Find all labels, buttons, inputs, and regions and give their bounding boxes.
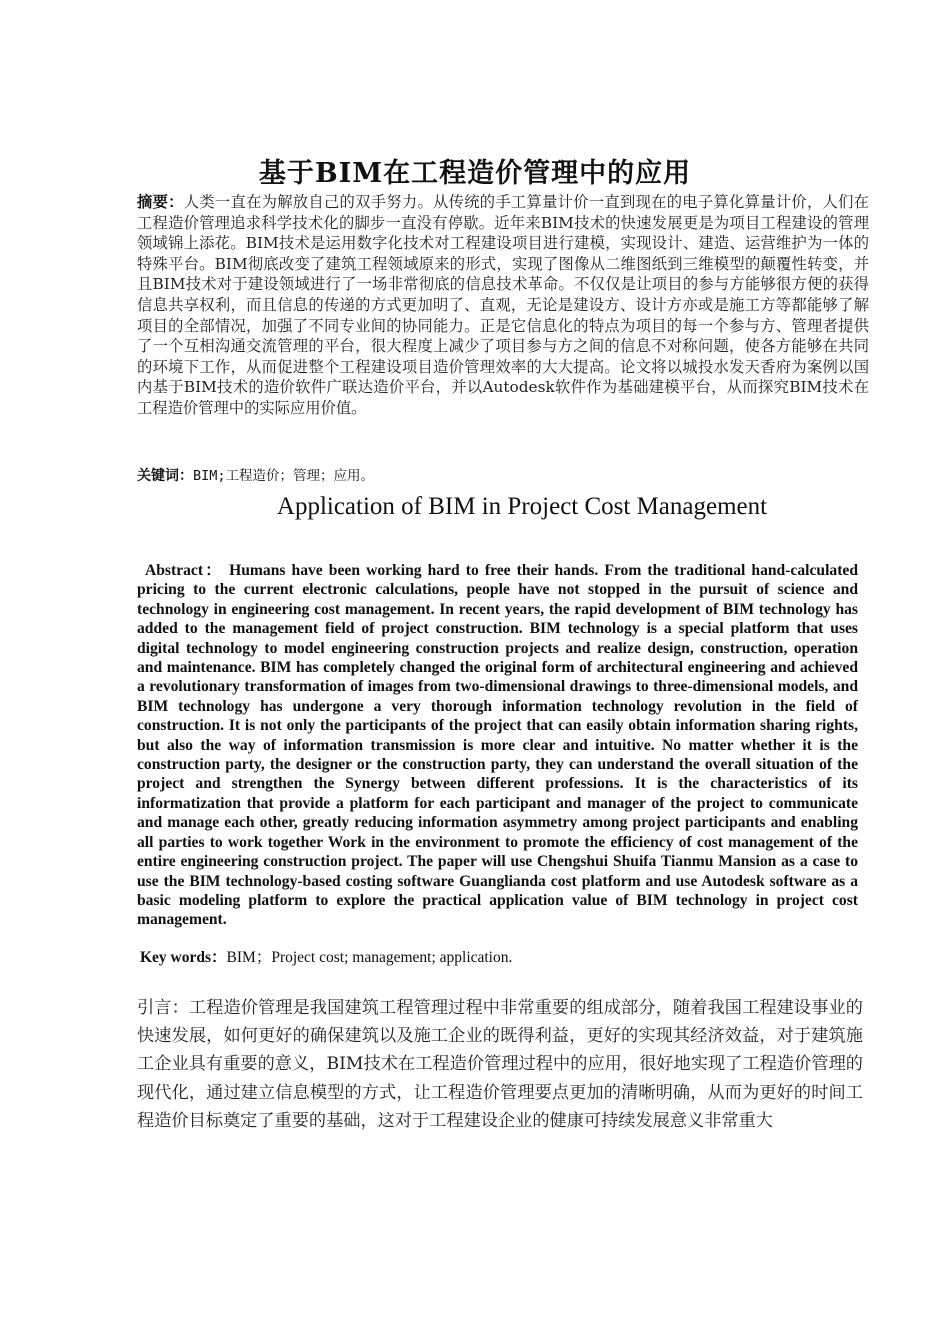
english-keywords-value: BIM；Project cost; management; application. [226, 949, 513, 966]
english-abstract-label: Abstract： [145, 562, 224, 579]
english-keywords-label: Key words： [140, 949, 227, 966]
introduction-paragraph: 引言：工程造价管理是我国建筑工程管理过程中非常重要的组成部分，随着我国工程建设事业的快速发展，如何更好的确保建筑以及施工企业的既得利益，更好的实现其经济效益，对于建筑施工企业具有重要的意义，BIM技术在工程造价管理过程中的应用，很好地实现了工程造价管理的现代化，通过建立信息模型的方式，让工程造价管理要点更加的清晰明确，从而为更好的时间工程造价目标奠定了重要的基础，这对于工程建设企业的健康可持续发展意义非常重大 [137, 998, 863, 1131]
chinese-keywords-value: BIM;工程造价；管理；应用。 [193, 468, 375, 484]
chinese-abstract-label: 摘要： [137, 193, 184, 211]
chinese-abstract [137, 192, 869, 419]
english-abstract [137, 561, 858, 930]
english-abstract-text: Humans have been working hard to free their hands. From the traditional hand-calculated pricing to the current electronic calculations, people have not stopped in the pursuit of science and technology in engineering cost management. In recent years, the rapid development of BIM technology has added to the management field of project construction. BIM technology is a special platform that uses digital technology to model engineering construction projects and realize design, construction, operation and maintenance. BIM has completely changed the original form of architectural engineering and achieved a revolutionary transformation of images from two-dimensional drawings to three-dimensional models, and BIM technology has undergone a very thorough information technology revolution in the field of construction. It is not only the participants of the project that can easily obtain information sharing rights, but also the way of information transmission is more clear and intuitive. No matter whether it is the construction party, the designer or the construction party, they can understand the overall situation of the project and strengthen the Synergy between different professions. It is the characteristics of its informatization that provide a platform for each participant and manager of the project to communicate and manage each other, greatly reducing information asymmetry among project participants and enabling all parties to work together Work in the environment to promote the efficiency of cost management of the entire engineering construction project. The paper will use Chengshui Shuifa Tianmu Mansion as a case to use the BIM technology-based costing software Guanglianda cost platform and use Autodesk software as a basic modeling platform to explore the practical application value of BIM technology in project cost management. [137, 562, 858, 929]
english-title: Application of BIM in Project Cost Management [276, 493, 768, 520]
chinese-title: 基于BIM在工程造价管理中的应用 [258, 158, 692, 189]
chinese-keywords-label: 关键词： [137, 468, 193, 484]
chinese-keywords [137, 466, 869, 486]
english-keywords [140, 948, 860, 968]
chinese-abstract-text: 人类一直在为解放自己的双手努力。从传统的手工算量计价一直到现在的电子算化算量计价，人们在工程造价管理追求科学技术化的脚步一直没有停歇。近年来BIM技术的快速发展更是为项目工程建设的管理领域锦上添花。BIM技术是运用数字化技术对工程建设项目进行建模，实现设计、建造、运营维护为一体的特殊平台。BIM彻底改变了建筑工程领域原来的形式，实现了图像从二维图纸到三维模型的颠覆性转变，并且BIM技术对于建设领域进行了一场非常彻底的信息技术革命。不仅仅是让项目的参与方能够很方便的获得信息共享权利，而且信息的传递的方式更加明了、直观，无论是建设方、设计方亦或是施工方等都能够了解项目的全部情况，加强了不同专业间的协同能力。正是它信息化的特点为项目的每一个参与方、管理者提供了一个互相沟通交流管理的平台，很大程度上减少了项目参与方之间的信息不对称问题，使各方能够在共同的环境下工作，从而促进整个工程建设项目造价管理效率的大大提高。论文将以城投水发天香府为案例以国内基于BIM技术的造价软件广联达造价平台，并以Autodesk软件作为基础建模平台，从而探究BIM技术在工程造价管理中的实际应用价值。 [137, 193, 869, 417]
